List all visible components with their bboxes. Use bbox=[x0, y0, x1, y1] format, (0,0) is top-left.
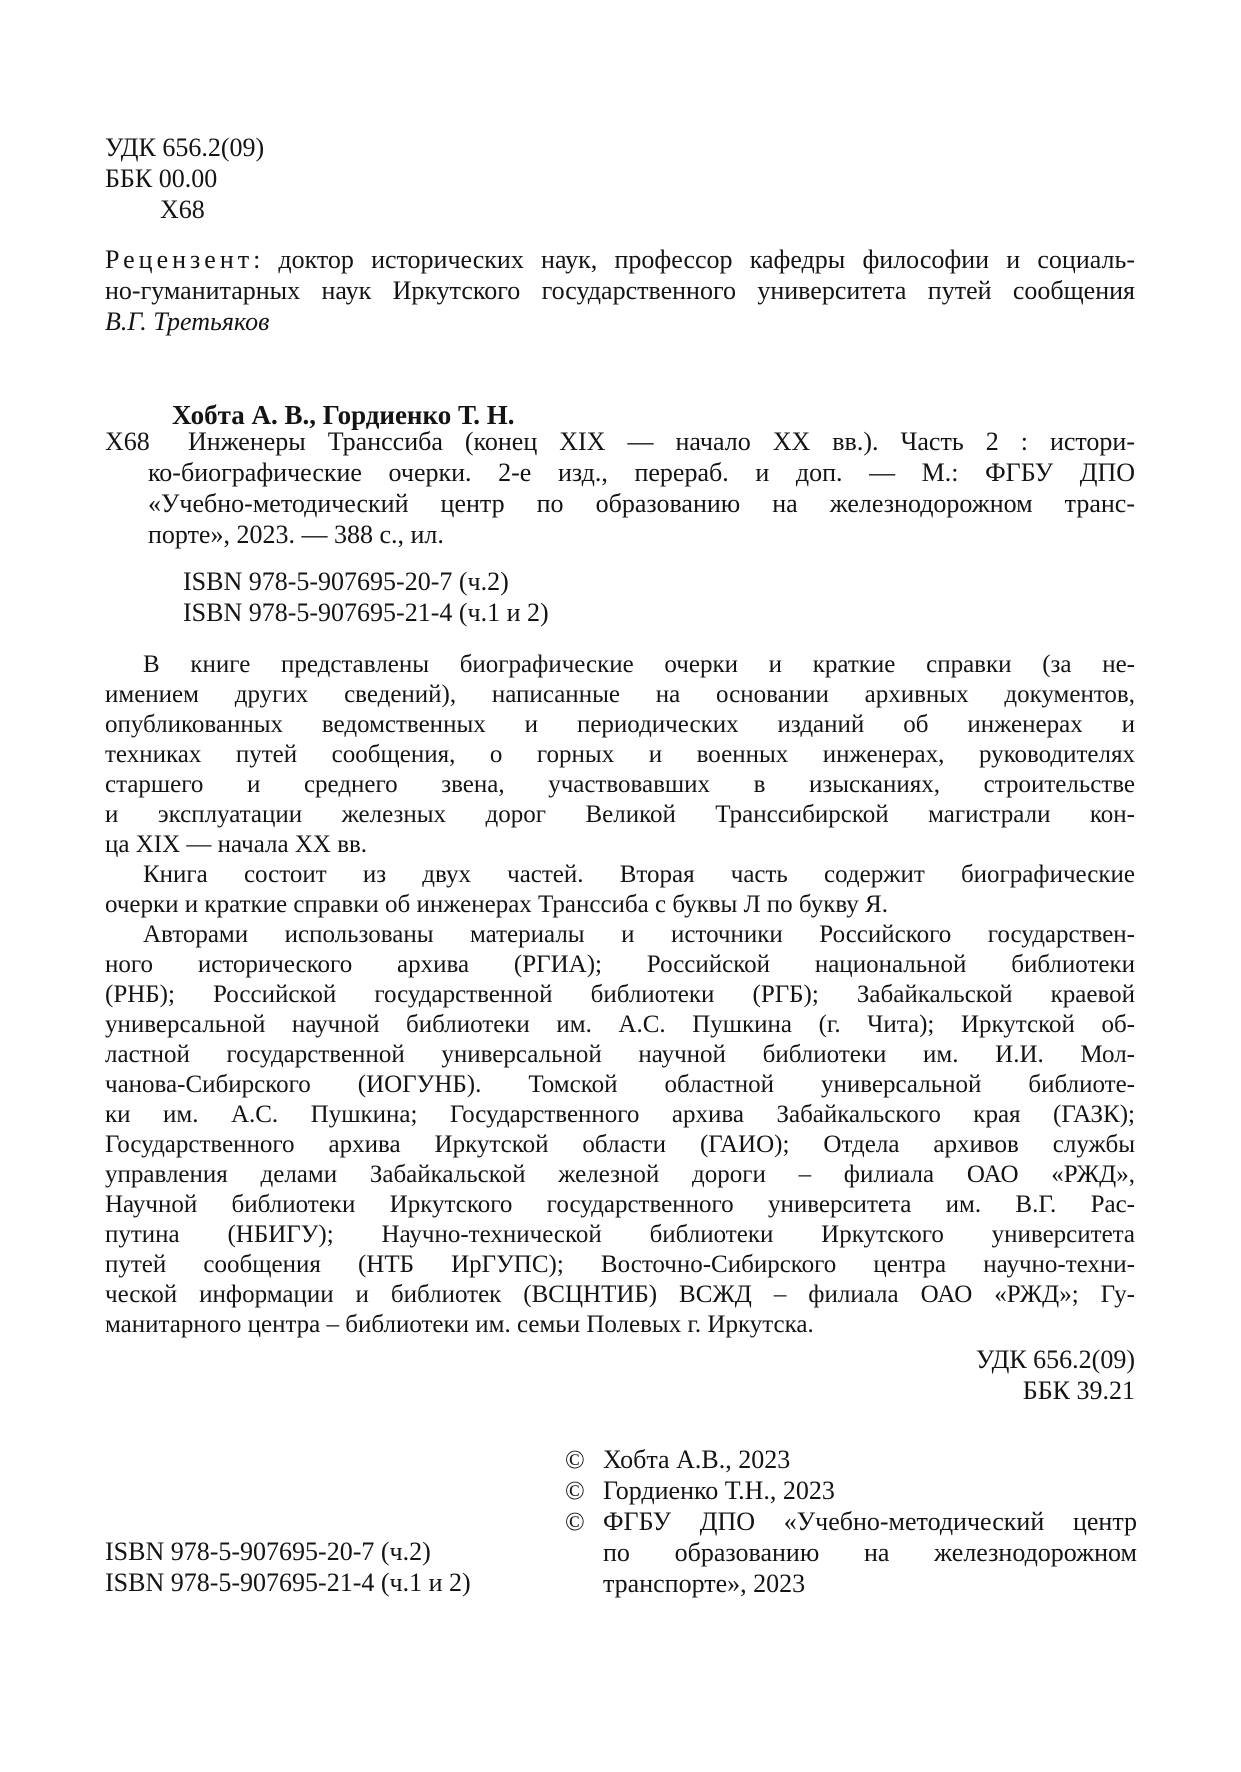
text-line: и эксплуатации железных дорог Великой Транссибирской магистрали кон- bbox=[105, 801, 1135, 828]
text-line: Книга состоит из двух частей. Вторая часть содержит биографические bbox=[143, 861, 1135, 888]
text-line: по образованию на железнодорожном bbox=[603, 1538, 1137, 1567]
text-line: Авторами использованы материалы и источники Российского государствен- bbox=[143, 921, 1135, 948]
author-sign-code: Х68 bbox=[160, 195, 205, 224]
annotation-paragraph-3 bbox=[105, 920, 1135, 1340]
text-line: ческой информации и библиотек (ВСЦНТИБ) ВСЖД – филиала ОАО «РЖД»; Гу- bbox=[105, 1281, 1135, 1308]
text-line: ФГБУ ДПО «Учебно-методический центр bbox=[603, 1507, 1137, 1536]
text-line: транспорте», 2023 bbox=[603, 1569, 806, 1598]
udk-code-bottom: УДК 656.2(09) bbox=[975, 1345, 1135, 1374]
catalog-card-description bbox=[148, 426, 1135, 550]
text-line: Государственного архива Иркутской области (ГАИО); Отдела архивов службы bbox=[105, 1131, 1135, 1158]
bbk-code-bottom: ББК 39.21 bbox=[1022, 1376, 1135, 1405]
text-line: ки им. А.С. Пушкина; Государственного архива Забайкальского края (ГАЗК); bbox=[105, 1101, 1135, 1128]
copyright-entry bbox=[565, 1444, 1137, 1475]
top-classification-codes bbox=[105, 132, 264, 225]
annotation bbox=[105, 650, 1135, 1340]
text-line: «Учебно-методический центр по образованию на железнодорожном транс- bbox=[148, 489, 1135, 518]
text-line: ISBN 978-5-907695-21-4 (ч.1 и 2) bbox=[183, 598, 549, 627]
text-line: имением других сведений), написанные на основании архивных документов, bbox=[105, 681, 1135, 708]
copyright-entry bbox=[565, 1506, 1137, 1599]
copyright-holder: Гордиенко Т.Н., 2023 bbox=[603, 1476, 835, 1505]
reviewer-label: Рецензент: bbox=[105, 245, 265, 274]
bottom-classification-codes bbox=[976, 1344, 1135, 1406]
annotation-paragraph-1 bbox=[105, 650, 1135, 860]
text-line: ластной государственной универсальной научной библиотеки им. И.И. Мол- bbox=[105, 1041, 1135, 1068]
text-line: опубликованных ведомственных и периодических изданий об инженерах и bbox=[105, 711, 1135, 738]
copyright-symbol: © bbox=[565, 1507, 585, 1536]
udk-code: УДК 656.2(09) bbox=[105, 133, 265, 162]
text-line: старшего и среднего звена, участвовавших в изысканиях, строительстве bbox=[105, 771, 1135, 798]
text-line: универсальной научной библиотеки им. А.С. Пушкина (г. Чита); Иркутской об- bbox=[105, 1011, 1135, 1038]
text-line: (РНБ); Российской государственной библиотеки (РГБ); Забайкальской краевой bbox=[105, 981, 1135, 1008]
copyright-holder: Хобта А.В., 2023 bbox=[603, 1445, 791, 1474]
catalog-card bbox=[105, 426, 1135, 550]
text-line: порте», 2023. — 388 с., ил. bbox=[148, 520, 444, 549]
copyright-entry bbox=[565, 1475, 1137, 1506]
text-line: манитарного центра – библиотеки им. семьи Полевых г. Иркутска. bbox=[105, 1311, 814, 1338]
text-line: В книге представлены биографические очерки и краткие справки (за не- bbox=[143, 651, 1135, 678]
text-line: ко-биографические очерки. 2-е изд., перераб. и доп. — М.: ФГБУ ДПО bbox=[148, 458, 1135, 487]
copyright-symbol: © bbox=[565, 1445, 585, 1474]
reviewer-line-2: но-гуманитарных наук Иркутского государственного университета путей сообщения bbox=[105, 276, 1135, 305]
reviewer-line-1 bbox=[105, 244, 1135, 275]
reviewer-paragraph bbox=[105, 244, 1135, 337]
text-line: чанова-Сибирского (ИОГУНБ). Томской областной универсальной библиоте- bbox=[105, 1071, 1135, 1098]
text-line: Научной библиотеки Иркутского государственного университета им. В.Г. Рас- bbox=[105, 1191, 1135, 1218]
text-line: путей сообщения (НТБ ИрГУПС); Восточно-Сибирского центра научно-техни- bbox=[105, 1251, 1135, 1278]
copyright-holder bbox=[603, 1506, 1137, 1599]
text-line: Инженеры Транссиба (конец XIX — начало XX вв.). Часть 2 : истори- bbox=[188, 427, 1135, 456]
catalog-card-code: Х68 bbox=[105, 427, 150, 456]
isbn-block-bottom bbox=[105, 1536, 471, 1598]
bbk-code: ББК 00.00 bbox=[105, 164, 218, 193]
text-line: ного исторического архива (РГИА); Российской национальной библиотеки bbox=[105, 951, 1135, 978]
text-line: техниках путей сообщения, о горных и военных инженерах, руководителях bbox=[105, 741, 1135, 768]
reviewer-line-1-text: доктор исторических наук, профессор кафедры философии и социаль- bbox=[278, 245, 1135, 274]
text-line: ISBN 978-5-907695-20-7 (ч.2) bbox=[105, 1537, 431, 1566]
text-line: очерки и краткие справки об инженерах Транссиба с буквы Л по букву Я. bbox=[105, 891, 888, 918]
annotation-paragraph-2 bbox=[105, 860, 1135, 920]
copyright-block bbox=[565, 1444, 1137, 1599]
copyright-symbol: © bbox=[565, 1476, 585, 1505]
text-line: ISBN 978-5-907695-20-7 (ч.2) bbox=[183, 567, 509, 596]
reviewer-name: В.Г. Третьяков bbox=[105, 307, 270, 336]
text-line: ISBN 978-5-907695-21-4 (ч.1 и 2) bbox=[105, 1568, 471, 1597]
isbn-block-top bbox=[183, 566, 549, 628]
text-line: управления делами Забайкальской железной дороги – филиала ОАО «РЖД», bbox=[105, 1161, 1135, 1188]
text-line: ца XIX — начала XX вв. bbox=[105, 831, 368, 858]
text-line: путина (НБИГУ); Научно-технической библиотеки Иркутского университета bbox=[105, 1221, 1135, 1248]
authors-heading: Хобта А. В., Гордиенко Т. Н. bbox=[172, 400, 515, 430]
